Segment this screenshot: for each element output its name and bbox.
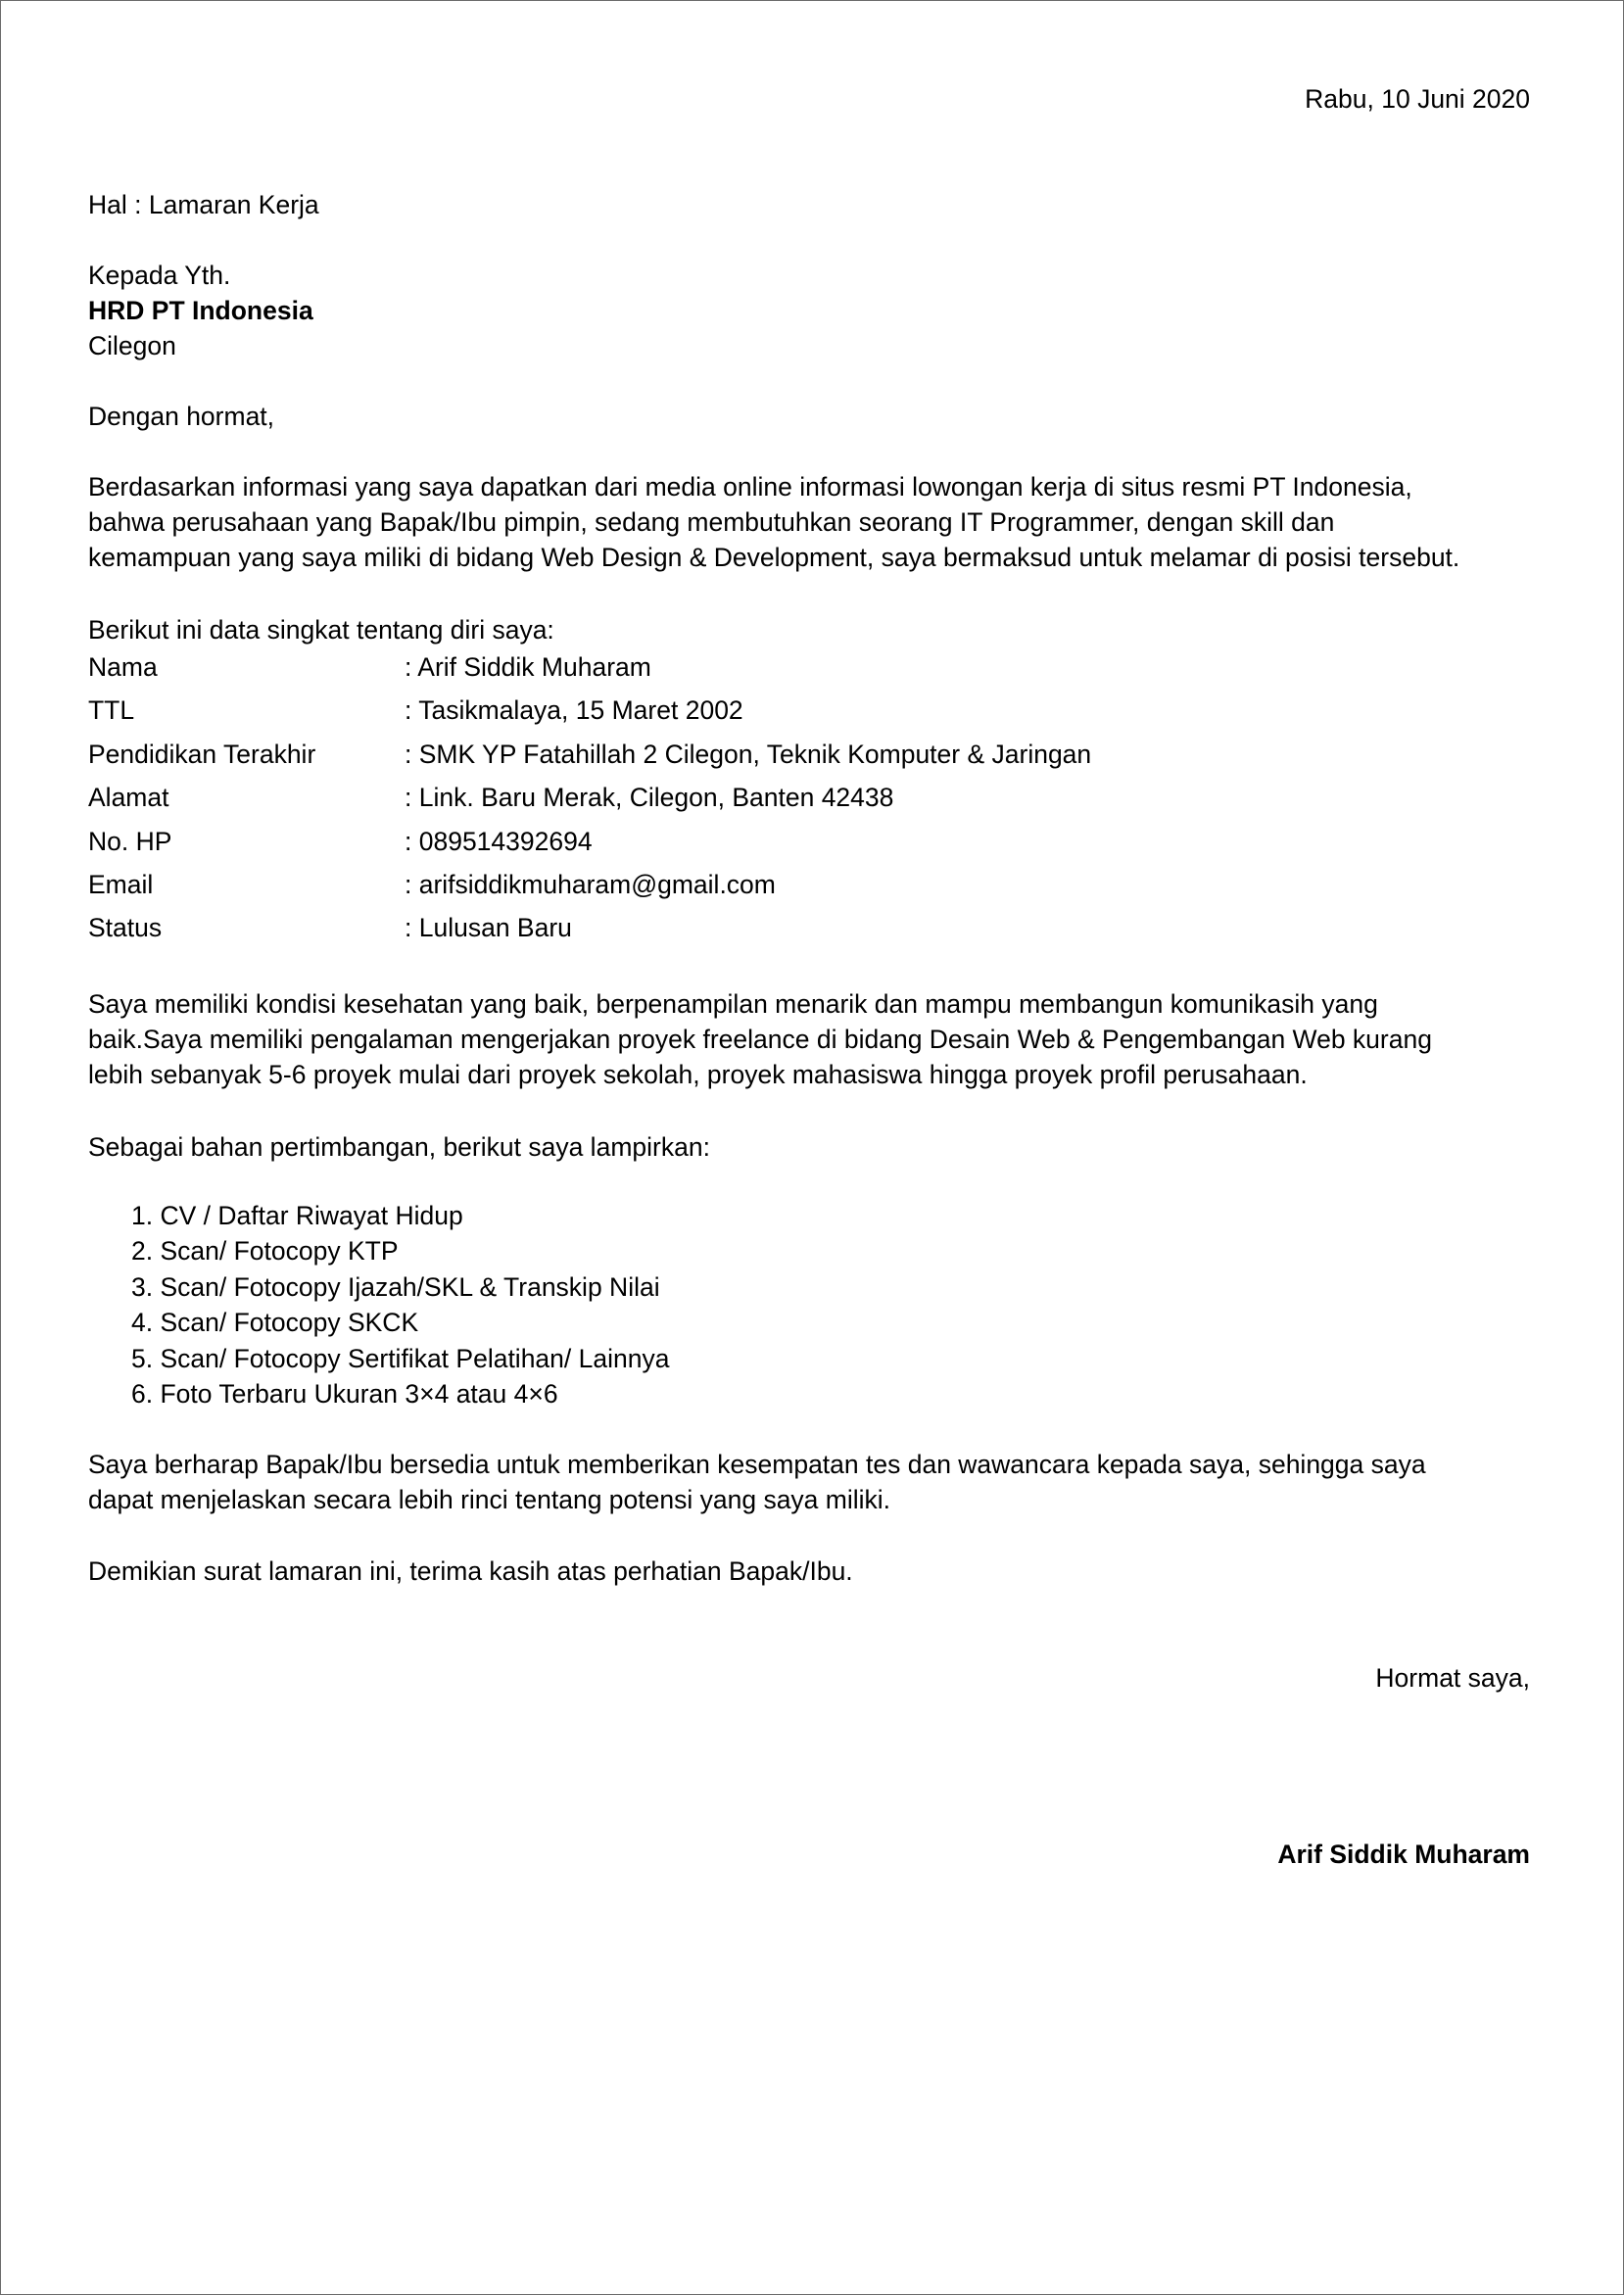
recipient-block — [88, 258, 1530, 363]
data-label: Email — [88, 869, 154, 899]
data-row-pendidikan — [88, 737, 1530, 780]
data-label: No. HP — [88, 826, 172, 856]
list-item: 6. Foto Terbaru Ukuran 3×4 atau 4×6 — [131, 1379, 558, 1410]
data-value: : arifsiddikmuharam@gmail.com — [405, 869, 776, 899]
intro-line: kemampuan yang saya miliki di bidang Web Design & Development, saya bermaksud untuk melamar di posisi tersebut. — [88, 543, 1460, 572]
data-row-ttl — [88, 693, 1530, 736]
recipient-name: HRD PT Indonesia — [88, 296, 313, 325]
experience-paragraph — [88, 986, 1530, 1092]
signer-name: Arif Siddik Muharam — [1277, 1840, 1530, 1869]
data-value: : Lulusan Baru — [405, 913, 572, 943]
data-intro-text: Berikut ini data singkat tentang diri saya: — [88, 615, 554, 645]
data-row-status — [88, 910, 1530, 953]
data-label: Alamat — [88, 783, 169, 813]
data-value: : SMK YP Fatahillah 2 Cilegon, Teknik Komputer & Jaringan — [405, 739, 1092, 769]
data-row-nama — [88, 649, 1530, 693]
list-item: 1. CV / Daftar Riwayat Hidup — [131, 1201, 463, 1230]
data-value: : Link. Baru Merak, Cilegon, Banten 42438 — [405, 783, 894, 813]
list-item: 2. Scan/ Fotocopy KTP — [131, 1236, 399, 1267]
data-row-hp — [88, 824, 1530, 867]
subject-text: Hal : Lamaran Kerja — [88, 190, 319, 219]
list-item: 4. Scan/ Fotocopy SKCK — [131, 1308, 419, 1338]
greeting-text: Dengan hormat, — [88, 402, 275, 431]
data-label: Nama — [88, 652, 158, 682]
letter-date: Rabu, 10 Juni 2020 — [1305, 84, 1530, 114]
intro-line: bahwa perusahaan yang Bapak/Ibu pimpin, sedang membutuhkan seorang IT Programmer, dengan skill dan — [88, 507, 1335, 537]
experience-line: Saya memiliki kondisi kesehatan yang baik, berpenampilan menarik dan mampu membangun komunikasih yang — [88, 989, 1378, 1019]
data-intro — [88, 612, 1530, 647]
data-label: TTL — [88, 695, 135, 726]
list-item: 3. Scan/ Fotocopy Ijazah/SKL & Transkip Nilai — [131, 1271, 660, 1302]
hope-line: Saya berharap Bapak/Ibu bersedia untuk memberikan kesempatan tes dan wawancara kepada saya, sehingga saya — [88, 1450, 1426, 1479]
data-value: : Tasikmalaya, 15 Maret 2002 — [405, 695, 743, 726]
data-row-email — [88, 867, 1530, 910]
greeting — [88, 399, 1530, 434]
data-row-alamat — [88, 780, 1530, 823]
intro-line: Berdasarkan informasi yang saya dapatkan dari media online informasi lowongan kerja di situs resmi PT Indonesia, — [88, 472, 1412, 502]
closing-statement-text: Demikian surat lamaran ini, terima kasih atas perhatian Bapak/Ibu. — [88, 1556, 853, 1586]
recipient-salutation: Kepada Yth. — [88, 261, 231, 290]
recipient-city: Cilegon — [88, 331, 176, 360]
experience-line: lebih sebanyak 5-6 proyek mulai dari proyek sekolah, proyek mahasiswa hingga proyek profil perusahaan. — [88, 1060, 1308, 1089]
hope-paragraph — [88, 1447, 1530, 1517]
list-item: 5. Scan/ Fotocopy Sertifikat Pelatihan/ Lainnya — [131, 1343, 670, 1373]
attachments-list — [131, 1198, 669, 1411]
sign-off: Hormat saya, — [1375, 1663, 1530, 1693]
closing-statement — [88, 1554, 1530, 1589]
data-label: Pendidikan Terakhir — [88, 739, 316, 769]
experience-line: baik.Saya memiliki pengalaman mengerjakan proyek freelance di bidang Desain Web & Pengembangan Web kurang — [88, 1025, 1432, 1054]
personal-data-table — [88, 649, 1530, 954]
attachments-intro-text: Sebagai bahan pertimbangan, berikut saya lampirkan: — [88, 1132, 710, 1162]
intro-paragraph — [88, 469, 1530, 575]
data-value: : 089514392694 — [405, 826, 593, 856]
data-label: Status — [88, 913, 163, 943]
hope-line: dapat menjelaskan secara lebih rinci tentang potensi yang saya miliki. — [88, 1485, 891, 1514]
attachments-intro — [88, 1129, 1530, 1165]
data-value: : Arif Siddik Muharam — [405, 652, 651, 682]
letter-subject — [88, 187, 1530, 222]
